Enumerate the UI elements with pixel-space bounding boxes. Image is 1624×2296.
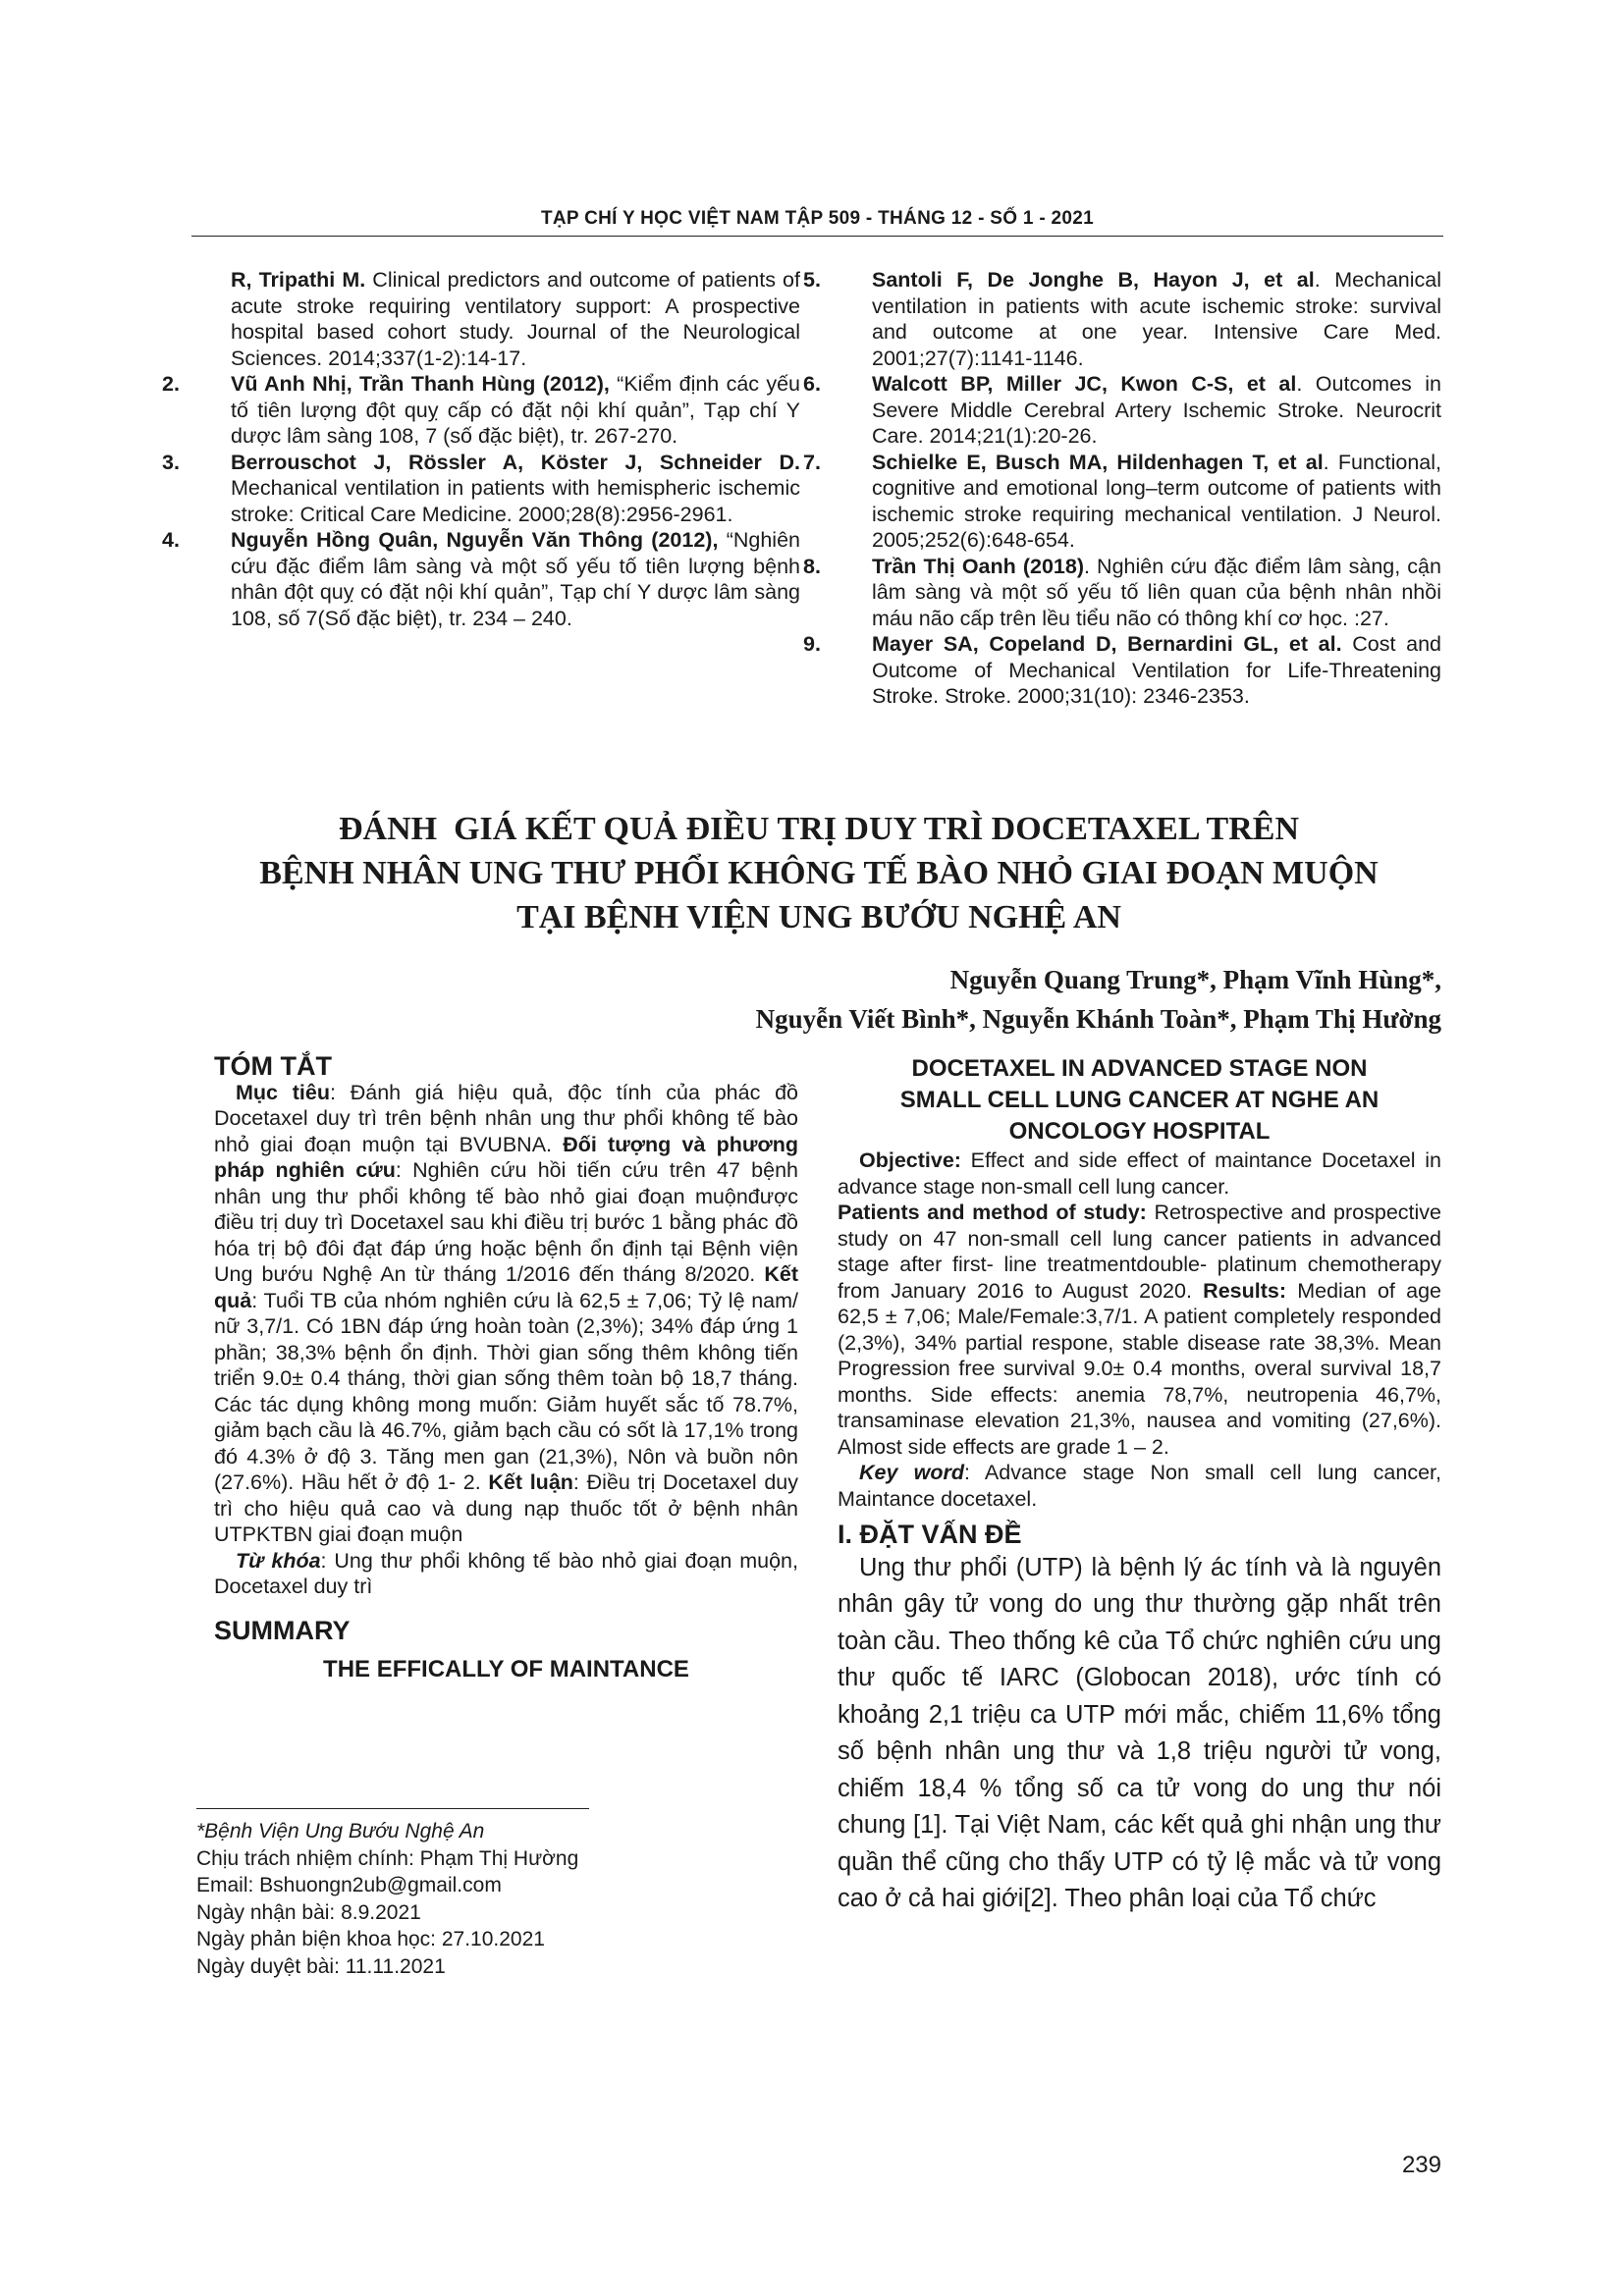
keywords-label-en: Key word [859, 1461, 964, 1484]
article-title-line-3: TẠI BỆNH VIỆN UNG BƯỚU NGHỆ AN [516, 899, 1121, 935]
summary-keywords [838, 1460, 1441, 1512]
reference-authors: Vũ Anh Nhị, Trần Thanh Hùng (2012), [231, 372, 610, 396]
reference-text: . Mechanical ventilation in patients with acute ischemic stroke: survival and outcome at one year. Intensive Care Med. 2001;27(7):1141-1146. [872, 268, 1442, 370]
methods-text-vi: : Nghiên cứu hồi tiến cứu trên 47 bệnh nhân ung thư phổi không tế bào nhỏ giai đoạn muộnđược điều trị duy trì Docetaxel sau khi điều trị bước 1 bằng phác đồ hóa trị bộ đôi đạt đáp ứng hoặc bệnh ổn định tại Bệnh viện Ung bướu Nghệ An từ tháng 1/2016 đến tháng 8/2020. [214, 1158, 798, 1286]
reference-authors: Berrouschot J, Rössler A, Köster J, Schneider D. [231, 450, 800, 474]
objective-text-vi: : Đánh giá hiệu quả, độc tính của phác đồ Docetaxel duy trì trên bệnh nhân ung thư phổi không tế bào nhỏ giai đoạn muộn tại BVUBNA. [214, 1080, 799, 1156]
introduction-heading: I. ĐẶT VẤN ĐỀ [838, 1520, 1022, 1549]
summary-title-line-3: SMALL CELL LUNG CANCER AT NGHE AN [899, 1087, 1380, 1113]
reference-number: 8. [803, 554, 821, 578]
reference-number: 7. [803, 450, 821, 474]
reference-text: Mechanical ventilation in patients with hemispheric ischemic stroke: Critical Care Medicine. 2000;28(8):2956-2961. [231, 476, 800, 526]
summary-title-continued [838, 1053, 1441, 1148]
patients-text-en: Retrospective and prospective study on 47 non-small cell lung cancer patients in advanced stage after first- line treatmentdouble- platinum chemotherapy from January 2016 to August 2020. [838, 1201, 1441, 1303]
author-line-2: Nguyễn Viết Bình*, Nguyễn Khánh Toàn*, Phạm Thị Hường [755, 1004, 1441, 1034]
reference-6 [803, 371, 1441, 450]
keywords-text-en: : Advance stage Non small cell lung cancer, Maintance docetaxel. [838, 1461, 1441, 1511]
keywords-vi [214, 1548, 798, 1600]
reference-authors: Walcott BP, Miller JC, Kwon C-S, et al [872, 372, 1297, 396]
reference-authors: Mayer SA, Copeland D, Bernardini GL, et al. [872, 632, 1342, 656]
footnote-rule [196, 1808, 589, 1809]
summary-body [838, 1200, 1441, 1460]
article-title [196, 807, 1441, 939]
footnote-approved: Ngày duyệt bài: 11.11.2021 [196, 1954, 446, 1978]
reference-9 [803, 631, 1441, 710]
article-title-line-2: BỆNH NHÂN UNG THƯ PHỔI KHÔNG TẾ BÀO NHỎ GIAI ĐOẠN MUỘN [259, 855, 1379, 891]
objective-label-vi: Mục tiêu [236, 1080, 330, 1104]
keywords-label-vi: Từ khóa [236, 1548, 321, 1573]
conclusion-label-vi: Kết luận [488, 1470, 573, 1494]
objective-text-en: Effect and side effect of maintance Docetaxel in advance stage non-small cell lung cancer. [838, 1148, 1441, 1199]
summary-objective [838, 1148, 1441, 1200]
objective-label-en: Objective: [859, 1148, 961, 1172]
reference-4 [162, 527, 800, 631]
methods-label-vi: Đối tượng và phương pháp nghiên cứu [214, 1132, 798, 1182]
conclusion-text-vi: : Điều trị Docetaxel duy trì cho hiệu quả cao và dung nạp thuốc tốt ở bệnh nhân UTPKTBN giai đoạn muộn [214, 1470, 798, 1546]
reference-authors: Nguyễn Hồng Quân, Nguyễn Văn Thông (2012), [231, 528, 719, 552]
abstract-heading: TÓM TẮT [214, 1051, 332, 1081]
reference-text: Clinical predictors and outcome of patients of acute stroke requiring ventilatory support: A prospective hospital based cohort study. Journal of the Neurological Sciences. 2014;337(1-2):14-17. [231, 268, 800, 370]
header-rule [191, 236, 1443, 237]
summary-title-line-1: THE EFFICALLY OF MAINTANCE [323, 1656, 689, 1682]
footnote-reviewed: Ngày phản biện khoa học: 27.10.2021 [196, 1928, 545, 1950]
author-list [756, 960, 1441, 1039]
reference-8 [803, 554, 1441, 632]
reference-authors: R, Tripathi M. [231, 268, 366, 292]
results-text-vi: : Tuổi TB của nhóm nghiên cứu là 62,5 ± 7,06; Tỷ lệ nam/ nữ 3,7/1. Có 1BN đáp ứng hoàn toàn (2,3%); 34% đáp ứng 1 phần; 38,3% bệnh ổn định. Thời gian sống thêm không tiến triển 9.0± 0.4 tháng, thời gian sống thêm toàn bộ 18,7 tháng. Các tác dụng không mong muốn: Giảm huyết sắc tố 78.7%, giảm bạch cầu là 46.7%, giảm bạch cầu có sốt là 17,1% trong đó 4.3% ở độ 3. Tăng men gan (21,3%), Nôn và buồn nôn (27.6%). Hầu hết ở độ 1- 2. [214, 1288, 798, 1494]
reference-3 [162, 450, 800, 528]
patients-label-en: Patients and method of study: [838, 1201, 1147, 1224]
reference-number: 4. [162, 528, 180, 552]
references-right-column [803, 267, 1442, 710]
footnote-responsible: Chịu trách nhiệm chính: Phạm Thị Hường [196, 1846, 579, 1870]
reference-number: 9. [803, 632, 821, 656]
reference-text: Cost and Outcome of Mechanical Ventilation for Life-Threatening Stroke. Stroke. 2000;31(10): 2346-2353. [872, 632, 1441, 708]
reference-authors: Santoli F, De Jonghe B, Hayon J, et al [872, 268, 1315, 292]
references-left-column [162, 267, 800, 631]
abstract-right-column [838, 1053, 1441, 1918]
footnotes [196, 1818, 785, 1980]
article-title-line-1: ĐÁNH GIÁ KẾT QUẢ ĐIỀU TRỊ DUY TRÌ DOCETAXEL TRÊN [338, 811, 1299, 847]
reference-7 [803, 450, 1441, 554]
abstract-body [214, 1080, 798, 1548]
reference-text: . Functional, cognitive and emotional long–term outcome of patients with ischemic stroke requiring mechanical ventilation. J Neurol. 2005;252(6):648-654. [872, 450, 1441, 552]
reference-authors: Trần Thị Oanh (2018) [872, 554, 1084, 578]
abstract-left-column [214, 1053, 798, 1683]
footnote-affiliation: *Bệnh Viện Ung Bướu Nghệ An [196, 1820, 485, 1842]
reference-authors: Schielke E, Busch MA, Hildenhagen T, et al [872, 450, 1324, 474]
summary-title-line-2: DOCETAXEL IN ADVANCED STAGE NON [911, 1055, 1368, 1082]
reference-number: 2. [162, 372, 180, 396]
keywords-text-vi: : Ung thư phổi không tế bào nhỏ giai đoạn muộn, Docetaxel duy trì [214, 1548, 798, 1598]
footnote-email: Email: Bshuongn2ub@gmail.com [196, 1874, 502, 1896]
results-label-vi: Kết quả [214, 1262, 798, 1312]
author-line-1: Nguyễn Quang Trung*, Phạm Vĩnh Hùng*, [949, 965, 1441, 994]
summary-heading: SUMMARY [214, 1615, 351, 1645]
reference-text: . Nghiên cứu đặc điểm lâm sàng, cận lâm sàng và một số yếu tố liên quan của bệnh nhân nhồi máu não cấp trên lều tiểu não có thông khí cơ học. :27. [872, 554, 1441, 630]
summary-title-line-4: ONCOLOGY HOSPITAL [1008, 1118, 1271, 1145]
introduction-text: Ung thư phổi (UTP) là bệnh lý ác tính và là nguyên nhân gây tử vong do ung thư thường gặp nhất trên toàn cầu. Theo thống kê của Tổ chức nghiên cứu ung thư quốc tế IARC (Globocan 2018), ước tính có khoảng 2,1 triệu ca UTP mới mắc, chiếm 11,6% tổng số bệnh nhân ung thư và 1,8 triệu người tử vong, chiếm 18,4 % tổng số ca tử vong do ung thư nói chung [1]. Tại Việt Nam, các kết quả ghi nhận ung thư quần thể cũng cho thấy UTP có tỷ lệ mắc và tử vong cao ở cả hai giới[2]. Theo phân loại của Tổ chức [838, 1553, 1441, 1912]
footnote-received: Ngày nhận bài: 8.9.2021 [196, 1900, 421, 1924]
reference-number: 6. [803, 372, 821, 396]
reference-number: 5. [803, 268, 821, 292]
results-text-en: Median of age 62,5 ± 7,06; Male/Female:3,7/1. A patient completely responded (2,3%), 34% partial respone, stable disease rate 38,3%. Mean Progression free survival 9.0± 0.4 months, overal survival 18,7 months. Side effects: anemia 78,7%, neutropenia 46,7%, transaminase elevation 21,3%, nausea and vomiting (27,6%). Almost side effects are grade 1 – 2. [838, 1278, 1441, 1459]
reference-2 [162, 371, 800, 450]
reference-number: 3. [162, 450, 180, 474]
reference-1-continued [196, 267, 800, 371]
reference-5 [803, 267, 1442, 371]
reference-text: “Kiểm định các yếu tố tiên lượng đột quỵ cấp có đặt nội khí quản”, Tạp chí Y dược lâm sàng 108, 7 (số đặc biệt), tr. 267-270. [231, 372, 800, 448]
reference-text: “Nghiên cứu đặc điểm lâm sàng và một số yếu tố tiên lượng bệnh nhân đột quỵ có đặt nội khí quản”, Tạp chí Y dược lâm sàng 108, số 7(Số đặc biệt), tr. 234 – 240. [231, 528, 800, 630]
results-label-en: Results: [1203, 1278, 1286, 1303]
page-number: 239 [1401, 2152, 1441, 2178]
reference-text: . Outcomes in Severe Middle Cerebral Artery Ischemic Stroke. Neurocrit Care. 2014;21(1):20-26. [872, 372, 1441, 448]
journal-header: TẠP CHÍ Y HỌC VIỆT NAM TẬP 509 - THÁNG 12 - SỐ 1 - 2021 [540, 208, 1095, 229]
